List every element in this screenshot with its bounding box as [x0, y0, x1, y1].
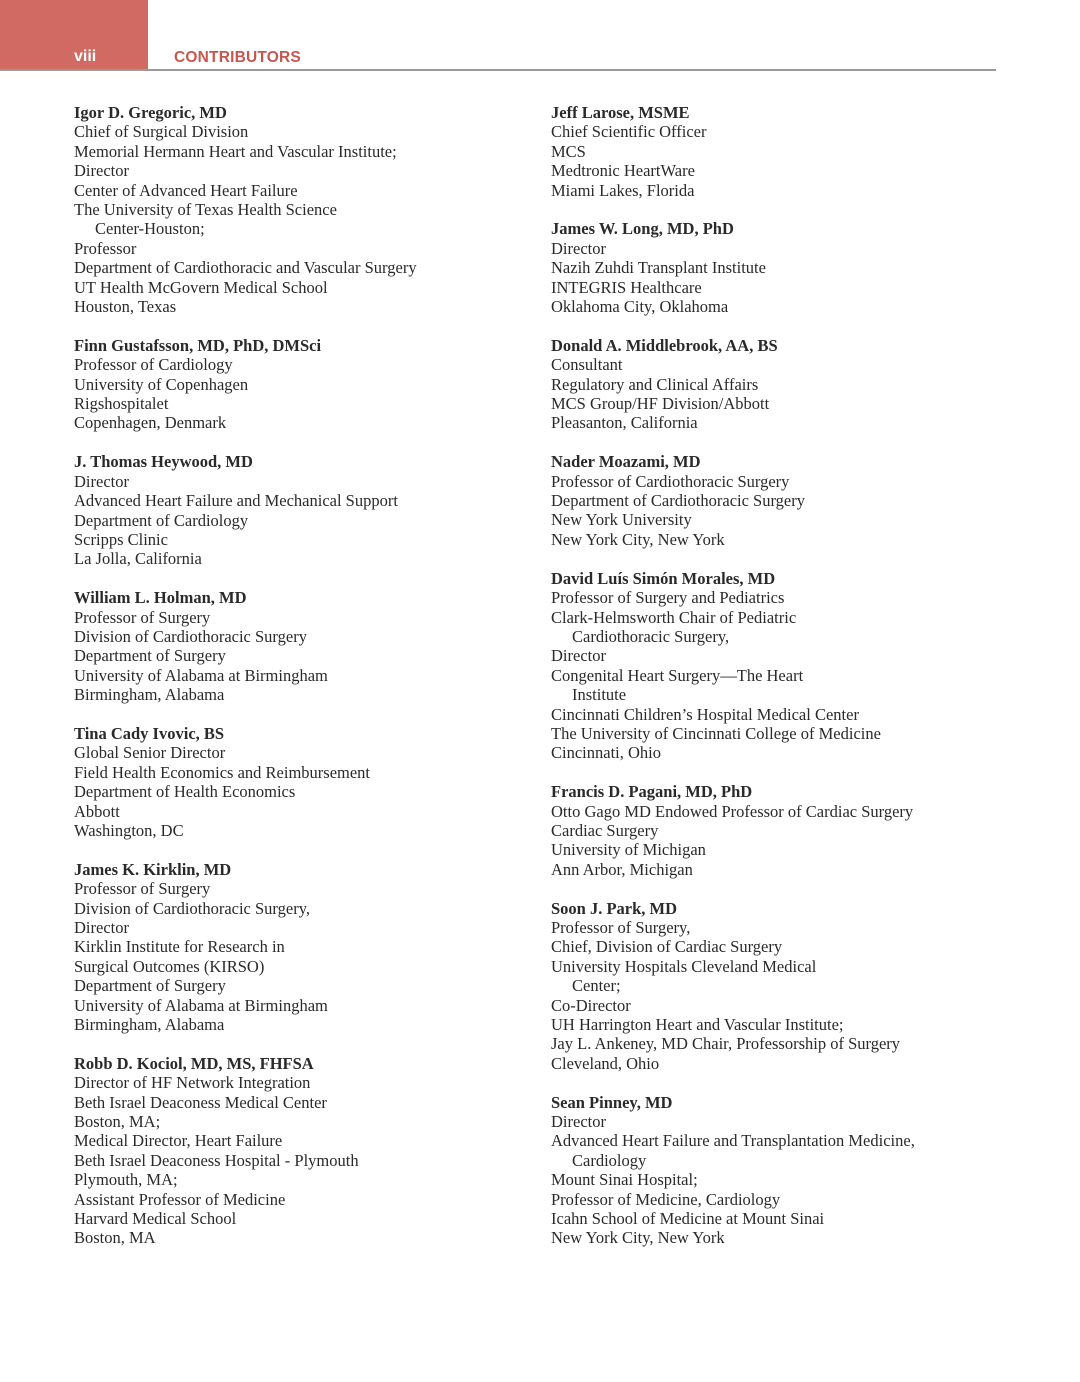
affiliation-line: Director of HF Network Integration: [74, 1073, 311, 1093]
contributor-name: James K. Kirklin, MD: [74, 859, 232, 879]
contributors-column-left: [74, 103, 524, 1267]
affiliation-line: Center of Advanced Heart Failure: [74, 180, 298, 200]
contributor-entry: [551, 103, 981, 200]
section-title: CONTRIBUTORS: [174, 49, 301, 66]
affiliation-line: Surgical Outcomes (KIRSO): [74, 956, 265, 976]
contributors-column-right: [551, 103, 981, 1267]
contributor-entry: [551, 452, 981, 549]
affiliation-line: University of Copenhagen: [74, 374, 249, 394]
affiliation-line: Cincinnati, Ohio: [551, 743, 661, 763]
affiliation-line: Scripps Clinic: [74, 529, 168, 549]
affiliation-line: University of Michigan: [551, 840, 706, 860]
affiliation-line: Ann Arbor, Michigan: [551, 859, 693, 879]
affiliation-line: Cardiology: [572, 1150, 647, 1170]
contributor-name: Soon J. Park, MD: [551, 898, 678, 918]
affiliation-line: New York City, New York: [551, 529, 725, 549]
affiliation-line: Professor of Surgery: [74, 607, 211, 627]
affiliation-line: Miami Lakes, Florida: [551, 180, 695, 200]
affiliation-line: Advanced Heart Failure and Transplantation Medicine,: [551, 1131, 915, 1151]
contributor-entry: [74, 336, 524, 433]
affiliation-line: The University of Texas Health Science: [74, 200, 337, 220]
affiliation-line: Director: [74, 917, 129, 937]
affiliation-line: UH Harrington Heart and Vascular Institute;: [551, 1015, 844, 1034]
affiliation-line: Boston, MA: [74, 1228, 156, 1248]
affiliation-line: Division of Cardiothoracic Surgery: [74, 626, 307, 646]
contributor-entry: [74, 860, 524, 1035]
affiliation-line: Birmingham, Alabama: [74, 1015, 225, 1035]
affiliation-line: Assistant Professor of Medicine: [74, 1189, 286, 1209]
affiliation-line: Director: [551, 238, 606, 258]
affiliation-line: Nazih Zuhdi Transplant Institute: [551, 258, 766, 278]
affiliation-line: Kirklin Institute for Research in: [74, 937, 285, 957]
affiliation-line: Cleveland, Ohio: [551, 1053, 660, 1073]
affiliation-line: Center;: [572, 976, 621, 996]
affiliation-line: Consultant: [551, 355, 623, 375]
header-rule: [0, 69, 996, 71]
contributor-name: Francis D. Pagani, MD, PhD: [551, 782, 753, 802]
contributor-name: Sean Pinney, MD: [551, 1092, 673, 1112]
affiliation-line: Birmingham, Alabama: [74, 685, 225, 705]
page-number: viii: [74, 48, 97, 65]
contributor-name: David Luís Simón Morales, MD: [551, 568, 776, 588]
affiliation-line: MCS: [551, 141, 586, 161]
affiliation-line: La Jolla, California: [74, 549, 202, 569]
affiliation-line: Plymouth, MA;: [74, 1170, 178, 1190]
contributor-name: Finn Gustafsson, MD, PhD, DMSci: [74, 335, 322, 355]
affiliation-line: Boston, MA;: [74, 1112, 161, 1132]
affiliation-line: Department of Surgery: [74, 976, 226, 996]
contributor-name: Igor D. Gregoric, MD: [74, 103, 227, 122]
affiliation-line: Department of Cardiology: [74, 510, 249, 530]
affiliation-line: Rigshospitalet: [74, 394, 169, 414]
affiliation-line: University of Alabama at Birmingham: [74, 665, 328, 685]
contributor-name: Nader Moazami, MD: [551, 452, 701, 472]
contributor-name: Tina Cady Ivovic, BS: [74, 723, 225, 743]
contributor-entry: [74, 103, 524, 316]
affiliation-line: Beth Israel Deaconess Hospital - Plymouth: [74, 1150, 359, 1170]
contributor-entry: [551, 782, 981, 879]
affiliation-line: Department of Cardiothoracic Surgery: [551, 491, 805, 511]
affiliation-line: Clark-Helmsworth Chair of Pediatric: [551, 607, 797, 627]
affiliation-line: University of Alabama at Birmingham: [74, 995, 328, 1015]
affiliation-line: Global Senior Director: [74, 743, 226, 763]
contributor-name: J. Thomas Heywood, MD: [74, 452, 253, 472]
affiliation-line: Houston, Texas: [74, 297, 177, 317]
contributor-entry: [551, 569, 981, 763]
contributor-name: Jeff Larose, MSME: [551, 103, 690, 122]
contributor-entry: [551, 1093, 981, 1248]
contributor-name: James W. Long, MD, PhD: [551, 219, 734, 239]
affiliation-line: Institute: [572, 685, 627, 705]
affiliation-line: Professor of Cardiology: [74, 355, 233, 375]
affiliation-line: Department of Surgery: [74, 646, 226, 666]
affiliation-line: Cincinnati Children’s Hospital Medical Center: [551, 704, 859, 724]
affiliation-line: UT Health McGovern Medical School: [74, 277, 328, 297]
affiliation-line: Washington, DC: [74, 820, 184, 840]
affiliation-line: Oklahoma City, Oklahoma: [551, 297, 729, 317]
affiliation-line: Professor of Medicine, Cardiology: [551, 1189, 781, 1209]
affiliation-line: Professor of Cardiothoracic Surgery: [551, 471, 790, 491]
affiliation-line: Chief of Surgical Division: [74, 122, 249, 142]
contributor-name: Donald A. Middlebrook, AA, BS: [551, 335, 778, 355]
contributor-entry: [551, 899, 981, 1074]
contributor-entry: [74, 588, 524, 704]
affiliation-line: Field Health Economics and Reimbursement: [74, 762, 371, 782]
contributor-entry: [74, 724, 524, 840]
affiliation-line: Harvard Medical School: [74, 1209, 237, 1229]
affiliation-line: Congenital Heart Surgery—The Heart: [551, 665, 804, 685]
affiliation-line: MCS Group/HF Division/Abbott: [551, 394, 770, 414]
affiliation-line: Icahn School of Medicine at Mount Sinai: [551, 1209, 825, 1229]
affiliation-line: Director: [74, 161, 129, 181]
affiliation-line: Cardiac Surgery: [551, 820, 659, 840]
affiliation-line: Department of Health Economics: [74, 782, 296, 802]
affiliation-line: Mount Sinai Hospital;: [551, 1170, 698, 1190]
affiliation-line: Division of Cardiothoracic Surgery,: [74, 898, 310, 918]
affiliation-line: Professor: [74, 238, 137, 258]
affiliation-line: Otto Gago MD Endowed Professor of Cardiac Surgery: [551, 801, 914, 821]
affiliation-line: Jay L. Ankeney, MD Chair, Professorship of Surgery: [551, 1034, 901, 1054]
affiliation-line: Abbott: [74, 801, 120, 821]
affiliation-line: Co-Director: [551, 995, 631, 1015]
affiliation-line: Center-Houston;: [95, 219, 205, 239]
affiliation-line: Director: [551, 1112, 606, 1132]
affiliation-line: Professor of Surgery and Pediatrics: [551, 588, 785, 608]
affiliation-line: Regulatory and Clinical Affairs: [551, 374, 759, 394]
affiliation-line: Medtronic HeartWare: [551, 161, 695, 181]
affiliation-line: Department of Cardiothoracic and Vascular Surgery: [74, 258, 417, 278]
affiliation-line: Beth Israel Deaconess Medical Center: [74, 1092, 327, 1112]
affiliation-line: Director: [74, 471, 129, 491]
affiliation-line: Medical Director, Heart Failure: [74, 1131, 283, 1151]
affiliation-line: The University of Cincinnati College of Medicine: [551, 723, 881, 743]
contributor-entry: [551, 219, 981, 316]
affiliation-line: New York City, New York: [551, 1228, 725, 1248]
affiliation-line: Chief Scientific Officer: [551, 122, 707, 142]
affiliation-line: Director: [551, 646, 606, 666]
contributor-entry: [551, 336, 981, 433]
affiliation-line: Pleasanton, California: [551, 413, 698, 433]
contributor-entry: [74, 1054, 524, 1248]
affiliation-line: Advanced Heart Failure and Mechanical Support: [74, 491, 398, 511]
affiliation-line: INTEGRIS Healthcare: [551, 277, 702, 297]
affiliation-line: University Hospitals Cleveland Medical: [551, 956, 817, 976]
affiliation-line: Professor of Surgery: [74, 879, 211, 899]
contributor-name: William L. Holman, MD: [74, 588, 247, 608]
affiliation-line: Copenhagen, Denmark: [74, 413, 227, 433]
affiliation-line: Professor of Surgery,: [551, 917, 691, 937]
affiliation-line: New York University: [551, 510, 692, 530]
contributor-entry: [74, 452, 524, 568]
affiliation-line: Chief, Division of Cardiac Surgery: [551, 937, 783, 957]
contributor-name: Robb D. Kociol, MD, MS, FHFSA: [74, 1053, 314, 1073]
affiliation-line: Memorial Hermann Heart and Vascular Institute;: [74, 141, 397, 161]
affiliation-line: Cardiothoracic Surgery,: [572, 626, 730, 646]
